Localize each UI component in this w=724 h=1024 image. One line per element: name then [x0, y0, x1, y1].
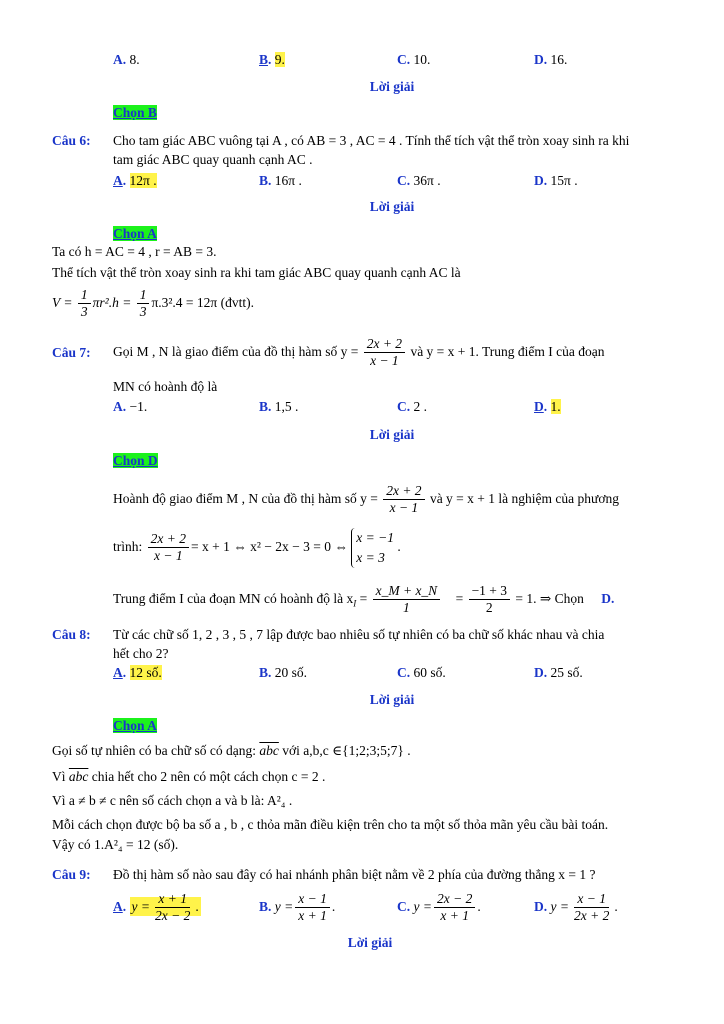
q8-label: Câu 8:	[52, 627, 91, 642]
q8-text-line2: hết cho 2?	[113, 646, 169, 661]
q7-label: Câu 7:	[52, 345, 91, 360]
q8-option-a: A. 12 số.	[113, 665, 162, 680]
q6-label: Câu 6:	[52, 133, 91, 148]
q6-text-line1: Cho tam giác ABC vuông tại A , có AB = 3 , AC = 4 . Tính thể tích vật thể tròn xoay sinh ra khi	[113, 133, 630, 148]
q6-text-line2: tam giác ABC quay quanh cạnh AC .	[113, 152, 313, 167]
q9-loi-giai: Lời giải	[347, 935, 393, 950]
q8-solution-line5: Vậy có 1.A²₄ = 12 (số).	[52, 837, 179, 852]
q6-option-b: B. 16π .	[259, 173, 302, 188]
q8-solution-line4: Mỗi cách chọn được bộ ba số a , b , c thỏa mãn điều kiện trên cho ta một số thỏa mãn yêu cầu bài toán.	[52, 817, 609, 832]
q6-option-c: C. 36π .	[397, 173, 441, 188]
q9-label: Câu 9:	[52, 867, 91, 882]
q6-option-a: A. 12π .	[113, 173, 157, 188]
q7-solution-line3: Trung điểm I của đoạn MN có hoành độ là $x_I$ = $\frac{x\_M + x\_N}{1}$ = $\frac{-1 + 3}{2}$ = 1. ⇒ Chọn D.	[113, 583, 615, 616]
q7-option-b: B. 1,5 .	[259, 399, 299, 414]
q5-option-b: B. 9.	[259, 52, 285, 67]
q8-loi-giai: Lời giải	[369, 692, 415, 707]
q8-option-b: B. 20 số.	[259, 665, 308, 680]
q7-chon: Chọn D	[113, 453, 158, 468]
q6-solution-formula: V = $\frac{1}{3}$ πr².h = $\frac{1}{3}$ π.3².4 = 12π (đvtt).	[52, 287, 254, 320]
q6-solution-line2: Thể tích vật thể tròn xoay sinh ra khi tam giác ABC quay quanh cạnh AC là	[52, 265, 461, 280]
q7-text-line1: Gọi M , N là giao điểm của đồ thị hàm số y = $\frac{2x + 2}{x - 1}$ và y = x + 1. Trung điểm I của đoạn	[113, 336, 605, 369]
q7-loi-giai: Lời giải	[369, 427, 415, 442]
q5-option-a: A. 8.	[113, 52, 140, 67]
q7-option-a: A. −1.	[113, 399, 148, 414]
q9-text-line1: Đồ thị hàm số nào sau đây có hai nhánh phân biệt nằm về 2 phía của đường thẳng x = 1 ?	[113, 867, 596, 882]
q8-option-d: D. 25 số.	[534, 665, 583, 680]
q7-solution-line2: trình: $\frac{2x + 2}{x - 1}$ = x + 1 ⇔ x² − 2x − 3 = 0 ⇔ x = −1 x = 3 .	[113, 524, 401, 570]
q6-chon: Chọn A	[113, 226, 157, 241]
q5-loi-giai: Lời giải	[369, 79, 415, 94]
q9-option-c: C. y = $\frac{2x - 2}{x + 1}$ .	[397, 891, 481, 924]
q8-text-line1: Từ các chữ số 1, 2 , 3 , 5 , 7 lập được bao nhiêu số tự nhiên có ba chữ số khác nhau và chia	[113, 627, 605, 642]
q9-option-d: D. y = $\frac{x - 1}{2x + 2}$ .	[534, 891, 618, 924]
q6-loi-giai: Lời giải	[369, 199, 415, 214]
q9-option-b: B. y = $\frac{x - 1}{x + 1}$ .	[259, 891, 336, 924]
q7-option-c: C. 2 .	[397, 399, 427, 414]
q5-option-c: C. 10.	[397, 52, 431, 67]
q6-solution-line1: Ta có h = AC = 4 , r = AB = 3.	[52, 244, 217, 259]
q7-option-d: D. 1.	[534, 399, 561, 414]
q8-option-c: C. 60 số.	[397, 665, 446, 680]
q8-solution-line3: Vì a ≠ b ≠ c nên số cách chọn a và b là: A²₄ .	[52, 793, 293, 808]
q7-text-line2: MN có hoành độ là	[113, 379, 218, 394]
q8-solution-line2: Vì $\overline{abc}$ chia hết cho 2 nên có một cách chọn c = 2 .	[52, 769, 326, 784]
q8-solution-line1: Gọi số tự nhiên có ba chữ số có dạng: $\overline{abc}$ với a,b,c ∈{1;2;3;5;7} .	[52, 743, 411, 758]
q7-solution-line1: Hoành độ giao điểm M , N của đồ thị hàm số y = $\frac{2x + 2}{x - 1}$ và y = x + 1 là nghiệm của phương	[113, 483, 619, 516]
q9-option-a: A. y = $\frac{x + 1}{2x - 2}$ .	[113, 891, 199, 924]
q8-chon: Chọn A	[113, 718, 157, 733]
q6-option-d: D. 15π .	[534, 173, 578, 188]
q5-option-d: D. 16.	[534, 52, 568, 67]
q5-chon: Chọn B	[113, 105, 157, 120]
